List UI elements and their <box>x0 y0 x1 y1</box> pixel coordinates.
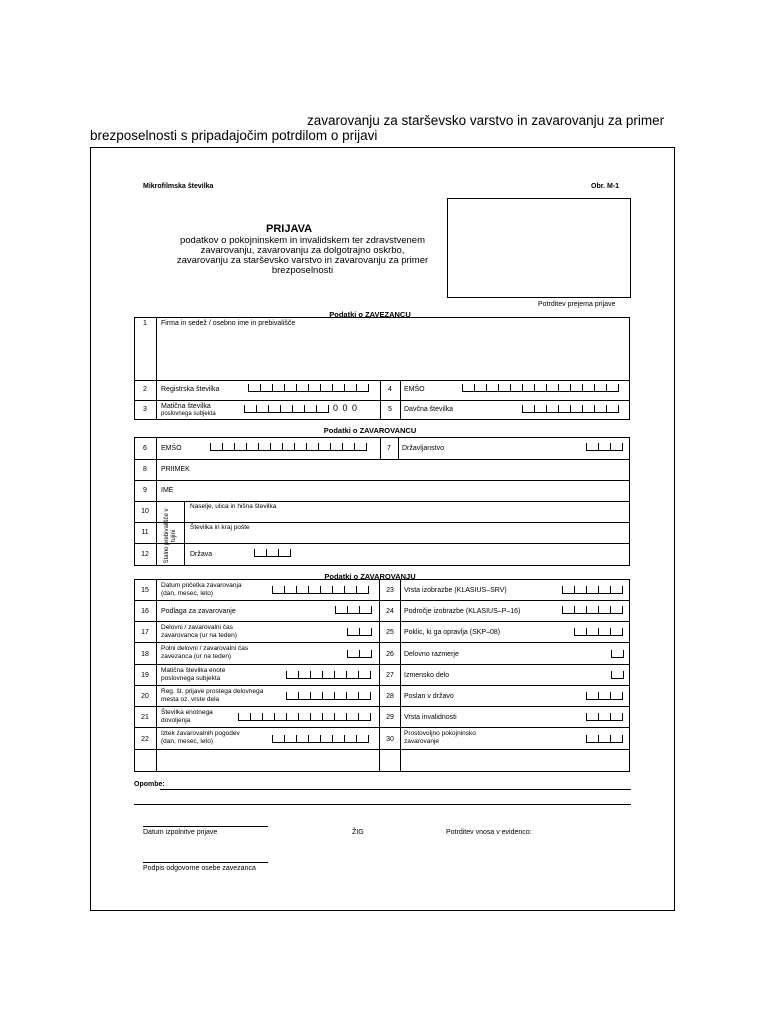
f25-label: Poklic, ki ga opravlja (SKP–08) <box>404 629 501 636</box>
field-num-25: 25 <box>386 629 394 636</box>
field-num-8: 8 <box>143 466 147 473</box>
field-num-1: 1 <box>143 320 147 327</box>
f26-input[interactable] <box>611 650 624 658</box>
field-num-17: 17 <box>141 629 149 636</box>
f22-input[interactable] <box>272 735 369 743</box>
f4-input[interactable] <box>462 384 619 392</box>
f7-input[interactable] <box>586 443 623 451</box>
f6-label: EMŠO <box>161 445 182 452</box>
f16-input[interactable] <box>335 606 372 614</box>
f22-label: Iztek zavarovalnih pogodev (dan, mesec, leto) <box>161 730 240 745</box>
f21-label: Številka enotnega dovoljenja <box>161 709 213 724</box>
field-num-24: 24 <box>386 608 394 615</box>
f3-sub: poslovnega subjekta <box>161 411 216 417</box>
field-num-5: 5 <box>388 406 392 413</box>
stalno-label: Stalno prebivališče v tujini <box>164 508 177 564</box>
field-num-18: 18 <box>141 651 149 658</box>
field-num-23: 23 <box>386 587 394 594</box>
f12-label: Država <box>190 551 213 558</box>
opombe-line-1[interactable] <box>160 789 631 790</box>
field-num-10: 10 <box>141 508 149 515</box>
field-num-19: 19 <box>141 672 149 679</box>
datum-line[interactable] <box>143 826 268 827</box>
f2-input[interactable] <box>248 384 369 392</box>
intro-line-1: zavarovanju za starševsko varstvo in zavarovanju za primer <box>307 113 665 128</box>
f19-input[interactable] <box>286 671 371 679</box>
form-subtitle: podatkov o pokojninskem in invalidskem ter zdravstvenem zavarovanju, zavarovanju za dolgotrajno oskrbo, zavarovanju za starševsko varstvo in zavarovanju za primer brezposelnosti <box>176 235 429 276</box>
f30-label: Prostovoljno pokojninsko zavarovanje <box>404 730 476 745</box>
f15-input[interactable] <box>272 586 369 594</box>
field-num-6: 6 <box>143 445 147 452</box>
f4-label: EMŠO <box>404 386 425 393</box>
f3-label: Matična številka <box>161 403 211 410</box>
opombe-label: Opombe: <box>134 781 165 788</box>
f20-label: Reg. št. prijave prostega delovnega mesta oz. vrste dela <box>161 688 264 703</box>
f6-input[interactable] <box>210 443 367 451</box>
mikrofilmska-label: Mikrofilmska številka <box>143 183 214 190</box>
podpis-label: Podpis odgovorne osebe zavezanca <box>143 865 256 872</box>
f30-input[interactable] <box>586 735 623 743</box>
field-num-9: 9 <box>143 487 147 494</box>
f25-input[interactable] <box>574 628 623 636</box>
f18-input[interactable] <box>347 650 372 658</box>
field-num-26: 26 <box>386 651 394 658</box>
f17-label: Delovni / zavarovalni čas zavarovanca (ur na teden) <box>161 624 237 639</box>
section-zavezanec-title: Podatki o ZAVEZANCU <box>329 310 411 319</box>
potrditev-prejema-label: Potrditev prejema prijave <box>538 301 616 308</box>
f29-input[interactable] <box>586 713 623 721</box>
f3-input[interactable] <box>244 405 329 413</box>
obr-label: Obr. M-1 <box>591 183 620 190</box>
field-num-2: 2 <box>143 386 147 393</box>
f10-label: Naselje, ulica in hišna številka <box>190 503 277 510</box>
f1-label: Firma in sedež / osebno ime in prebivališče <box>161 320 296 327</box>
f15-label: Datum pričetka zavarovanja (dan, mesec, leto) <box>161 582 242 597</box>
section-zavarovanje-title: Podatki o ZAVAROVANJU <box>324 572 416 581</box>
f23-label: Vrsta izobrazbe (KLASIUS–SRV) <box>404 587 507 594</box>
f19-label: Matična številka enote poslovnega subjekta <box>161 667 226 682</box>
intro-line-2: brezposelnosti s pripadajočim potrdilom o prijavi <box>90 128 378 143</box>
f26-label: Delovno razmerje <box>404 651 459 658</box>
section-zavarovanec-title: Podatki o ZAVAROVANCU <box>323 426 417 435</box>
datum-label: Datum izpolnitve prijave <box>143 829 218 836</box>
f17-input[interactable] <box>347 628 372 636</box>
field-num-27: 27 <box>386 672 394 679</box>
field-num-12: 12 <box>141 551 149 558</box>
f21-input[interactable] <box>238 713 371 721</box>
f29-label: Vrsta invalidnosti <box>404 714 457 721</box>
field-num-11: 11 <box>141 529 149 536</box>
field-num-3: 3 <box>143 406 147 413</box>
f23-input[interactable] <box>562 586 623 594</box>
zig-label: ŽIG <box>352 829 364 836</box>
f11-label: Številka in kraj pošte <box>190 524 250 531</box>
podpis-line[interactable] <box>143 862 268 863</box>
receipt-stamp-box <box>447 198 631 298</box>
f9-label: IME <box>161 487 174 494</box>
field-num-16: 16 <box>141 608 149 615</box>
f12-input[interactable] <box>254 549 291 557</box>
form-title: PRIJAVA <box>266 223 313 235</box>
f7-label: Državljanstvo <box>402 445 445 452</box>
f20-input[interactable] <box>286 692 371 700</box>
f8-label: PRIIMEK <box>161 466 190 473</box>
potrditev-vnosa-label: Potrditev vnosa v evidenco: <box>446 829 532 836</box>
f24-input[interactable] <box>562 606 623 614</box>
f5-input[interactable] <box>522 405 619 413</box>
f5-label: Davčna številka <box>404 406 454 413</box>
f27-input[interactable] <box>611 671 624 679</box>
f2-label: Registrska številka <box>161 386 220 393</box>
field-num-28: 28 <box>386 693 394 700</box>
field-num-22: 22 <box>141 736 149 743</box>
field-num-29: 29 <box>386 714 394 721</box>
f27-label: Izmensko delo <box>404 672 450 679</box>
field-num-30: 30 <box>386 736 394 743</box>
field-num-20: 20 <box>141 693 149 700</box>
f16-label: Podlaga za zavarovanje <box>161 608 236 615</box>
opombe-line-2[interactable] <box>134 804 631 805</box>
f28-input[interactable] <box>586 692 623 700</box>
f28-label: Poslan v državo <box>404 693 454 700</box>
field-num-7: 7 <box>387 445 391 452</box>
f3-fixed-digits: 0 0 0 <box>333 403 359 413</box>
f24-label: Področje izobrazbe (KLASIUS–P–16) <box>404 608 521 615</box>
field-num-15: 15 <box>141 587 149 594</box>
field-num-21: 21 <box>141 714 149 721</box>
f18-label: Polni delovni / zavarovalni čas zavezanca (ur na teden) <box>161 645 249 660</box>
field-num-4: 4 <box>388 386 392 393</box>
stalno-label-wrap <box>161 505 181 564</box>
